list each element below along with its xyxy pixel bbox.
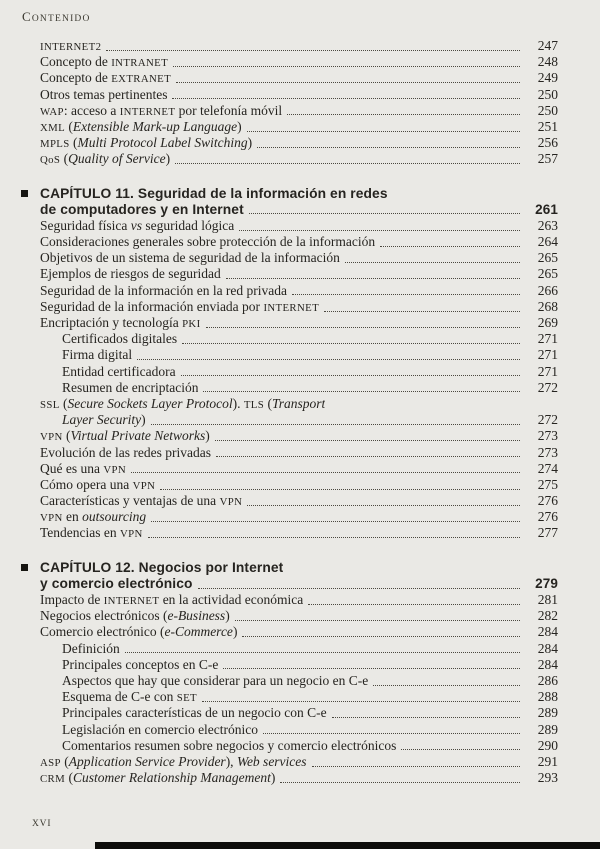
- dot-leader: [151, 424, 520, 425]
- toc-entry-title: Seguridad física vs seguridad lógica: [40, 217, 235, 233]
- dot-leader: [125, 652, 520, 653]
- toc-entry-line: [40, 70, 558, 86]
- dot-leader: [226, 278, 520, 279]
- page-number: 261: [535, 201, 558, 217]
- dot-leader: [202, 701, 520, 702]
- toc-entry-title: Comercio electrónico (e-Commerce): [40, 624, 238, 640]
- page-number: 284: [537, 624, 558, 640]
- toc-entry-title: Legislación en comercio electrónico: [62, 721, 259, 737]
- toc-entry-line: [40, 315, 558, 331]
- page-number: 281: [537, 592, 558, 607]
- toc-entry-title: CRM (Customer Relationship Management): [40, 770, 276, 786]
- dot-leader: [280, 782, 520, 783]
- page-number: 291: [537, 753, 558, 769]
- page-number: 276: [537, 493, 558, 509]
- toc-entry-line: [40, 364, 558, 380]
- toc-entry-title: Consideraciones generales sobre protección de la información: [40, 234, 376, 250]
- page-number: 276: [537, 509, 558, 525]
- toc-entry-line: [40, 461, 558, 477]
- toc-entry-line: [40, 396, 558, 412]
- toc-entry-line: [40, 234, 558, 250]
- page-number: 279: [535, 575, 558, 591]
- toc-entry-line: [40, 525, 558, 541]
- toc-entry-line: [40, 705, 558, 721]
- page-number: 264: [537, 234, 558, 250]
- toc-entry-line: [40, 54, 558, 70]
- running-header: CONTENIDO: [22, 9, 91, 24]
- toc-entry-line: [40, 477, 558, 493]
- dot-leader: [308, 604, 520, 605]
- dot-leader: [148, 537, 520, 538]
- dot-leader: [106, 50, 520, 51]
- toc-entry-title: Seguridad de la información enviada por INTERNET: [40, 298, 320, 314]
- toc-entry-title: de computadores y en Internet: [40, 201, 244, 217]
- page-number: 269: [537, 315, 558, 330]
- toc-entry-title: Impacto de INTERNET en la actividad económica: [40, 592, 304, 607]
- dot-leader: [151, 521, 520, 522]
- page-number: 293: [537, 770, 558, 786]
- toc-entry-title: Firma digital: [62, 347, 133, 363]
- toc-entry-title: MPLS (Multi Protocol Label Switching): [40, 135, 253, 151]
- toc-entry-title: Características y ventajas de una VPN: [40, 493, 243, 509]
- toc-entry-title: Encriptación y tecnología PKI: [40, 315, 201, 330]
- toc-entry-title: Otros temas pertinentes: [40, 86, 168, 102]
- folio-page-number: XVI: [32, 819, 52, 829]
- toc-entry-title: Certificados digitales: [62, 331, 178, 347]
- page-number: 256: [537, 135, 558, 151]
- toc-entry-title: Concepto de EXTRANET: [40, 70, 172, 86]
- page-number: 286: [537, 672, 558, 688]
- page-number: 271: [537, 347, 558, 363]
- page-number: 250: [537, 86, 558, 102]
- page-number: 273: [537, 428, 558, 444]
- page-number: 247: [537, 38, 558, 53]
- page-number: 282: [537, 608, 558, 624]
- toc-entry-title: INTERNET2: [40, 41, 102, 53]
- toc-entry-line: [40, 592, 558, 608]
- dot-leader: [257, 147, 520, 148]
- toc-entry-line: [40, 119, 558, 135]
- page-number: 275: [537, 476, 558, 492]
- square-bullet-icon: [21, 190, 28, 197]
- toc-entry-line: [40, 283, 558, 299]
- page-number: 289: [537, 721, 558, 737]
- toc-entry-title: SSL (Secure Sockets Layer Protocol). TLS (Transport: [40, 395, 326, 411]
- toc-entry-title: Aspectos que hay que considerar para un negocio en C-e: [62, 672, 369, 688]
- toc-entry-title: Comentarios resumen sobre negocios y comercio electrónicos: [62, 737, 397, 753]
- dot-leader: [223, 668, 520, 669]
- page-number: 268: [537, 298, 558, 314]
- toc-entry-title: Definición: [62, 640, 120, 656]
- page-number: 271: [537, 331, 558, 347]
- dot-leader: [242, 636, 520, 637]
- toc-entry-title: CAPÍTULO 12. Negocios por Internet: [40, 559, 284, 575]
- toc-entry-title: Tendencias en VPN: [40, 525, 143, 541]
- page-number: 284: [537, 640, 558, 656]
- toc-entry-line: [40, 722, 558, 738]
- toc-entry-line: [40, 218, 558, 234]
- toc-entry-title: Concepto de INTRANET: [40, 54, 169, 70]
- toc-chapter-line: [40, 202, 558, 218]
- page-number: 274: [537, 460, 558, 476]
- toc-entry-line: [40, 445, 558, 461]
- dot-leader: [292, 294, 520, 295]
- toc-entry-line: [40, 493, 558, 509]
- dot-leader: [235, 620, 520, 621]
- toc-entry-title: Resumen de encriptación: [62, 379, 199, 395]
- page-number: 273: [537, 444, 558, 460]
- dot-leader: [160, 489, 520, 490]
- toc-entry-line: [40, 689, 558, 705]
- toc-entry-title: Seguridad de la información en la red privada: [40, 282, 288, 298]
- toc-entry-line: [40, 428, 558, 444]
- page-number: 271: [537, 363, 558, 379]
- dot-leader: [239, 230, 520, 231]
- page-number: 272: [537, 412, 558, 428]
- toc-entry-line: [40, 754, 558, 770]
- dot-leader: [203, 391, 520, 392]
- toc-entry-title: Objetivos de un sistema de seguridad de la información: [40, 250, 340, 266]
- dot-leader: [172, 98, 520, 99]
- toc-entry-title: y comercio electrónico: [40, 575, 193, 591]
- toc-entry-title: Esquema de C-e con SET: [62, 689, 197, 705]
- page-number: 289: [537, 705, 558, 721]
- toc-entry-line: [40, 266, 558, 282]
- toc-entry-line: [40, 641, 558, 657]
- toc-entry-line: [40, 151, 558, 167]
- dot-leader: [131, 472, 520, 473]
- toc-entry-line: [40, 250, 558, 266]
- toc-entry-title: CAPÍTULO 11. Seguridad de la información en redes: [40, 185, 388, 201]
- dot-leader: [380, 246, 520, 247]
- toc-entry-title: WAP: acceso a INTERNET por telefonía móvil: [40, 102, 283, 118]
- toc-entry-title: VPN en outsourcing: [40, 509, 147, 525]
- toc-entry-line: [40, 135, 558, 151]
- toc-entry-title: Evolución de las redes privadas: [40, 444, 211, 460]
- dot-leader: [312, 766, 520, 767]
- toc-entry-line: [40, 38, 558, 54]
- toc-entry-title: Qué es una VPN: [40, 460, 127, 476]
- toc-entry-title: Negocios electrónicos (e-Business): [40, 608, 230, 624]
- toc-entry-title: Cómo opera una VPN: [40, 476, 156, 492]
- toc-entry-line: [40, 299, 558, 315]
- page-number: 251: [537, 118, 558, 134]
- toc-entry-line: [40, 738, 558, 754]
- toc-entry-title: Principales características de un negocio con C-e: [62, 705, 327, 721]
- dot-leader: [247, 131, 520, 132]
- dot-leader: [176, 82, 520, 83]
- dot-leader: [173, 66, 520, 67]
- dot-leader: [249, 213, 520, 214]
- toc-entry-title: Layer Security): [62, 412, 146, 428]
- dot-leader: [182, 343, 520, 344]
- page-number: 263: [537, 217, 558, 233]
- toc-entry-line: [40, 412, 558, 428]
- dot-leader: [198, 588, 521, 589]
- page-number: 277: [537, 525, 558, 541]
- toc-entry-line: [40, 624, 558, 640]
- dot-leader: [181, 375, 520, 376]
- toc-entry-title: QoS (Quality of Service): [40, 151, 171, 167]
- toc-entry-line: [40, 87, 558, 103]
- toc-entry-title: Ejemplos de riesgos de seguridad: [40, 266, 221, 282]
- dot-leader: [263, 733, 520, 734]
- dot-leader: [401, 749, 520, 750]
- dot-leader: [137, 359, 520, 360]
- dot-leader: [287, 114, 520, 115]
- toc-entry-title: Entidad certificadora: [62, 363, 176, 379]
- toc-entry-line: [40, 331, 558, 347]
- page-number: 265: [537, 266, 558, 282]
- dot-leader: [206, 327, 520, 328]
- page-number: 290: [537, 737, 558, 753]
- dot-leader: [216, 456, 520, 457]
- toc-entry-line: [40, 657, 558, 673]
- dot-leader: [175, 163, 520, 164]
- toc-entry-line: [40, 509, 558, 525]
- page-number: 272: [537, 379, 558, 395]
- page-number: 248: [537, 54, 558, 70]
- dot-leader: [324, 311, 520, 312]
- toc-chapter-line: [40, 186, 558, 202]
- toc-entry-title: ASP (Application Service Provider), Web services: [40, 753, 307, 769]
- toc-chapter-line: [40, 560, 558, 576]
- toc-entry-title: Principales conceptos en C-e: [62, 656, 219, 672]
- toc-entry-title: VPN (Virtual Private Networks): [40, 428, 210, 444]
- toc-list: [40, 38, 558, 786]
- dot-leader: [247, 505, 520, 506]
- toc-entry-line: [40, 103, 558, 119]
- toc-entry-line: [40, 608, 558, 624]
- page-number: 288: [537, 689, 558, 705]
- square-bullet-icon: [21, 564, 28, 571]
- page-number: 257: [537, 151, 558, 167]
- toc-entry-line: [40, 770, 558, 786]
- toc-entry-line: [40, 380, 558, 396]
- toc-entry-title: XML (Extensible Mark-up Language): [40, 118, 242, 134]
- dot-leader: [345, 262, 520, 263]
- scan-edge-artifact: [95, 842, 600, 849]
- page-number: 249: [537, 70, 558, 86]
- page-number: 265: [537, 250, 558, 266]
- page-number: 250: [537, 102, 558, 118]
- toc-chapter-line: [40, 576, 558, 592]
- toc-entry-line: [40, 673, 558, 689]
- dot-leader: [373, 685, 520, 686]
- dot-leader: [332, 717, 520, 718]
- page-number: 284: [537, 656, 558, 672]
- dot-leader: [215, 440, 520, 441]
- page-number: 266: [537, 282, 558, 298]
- toc-entry-line: [40, 347, 558, 363]
